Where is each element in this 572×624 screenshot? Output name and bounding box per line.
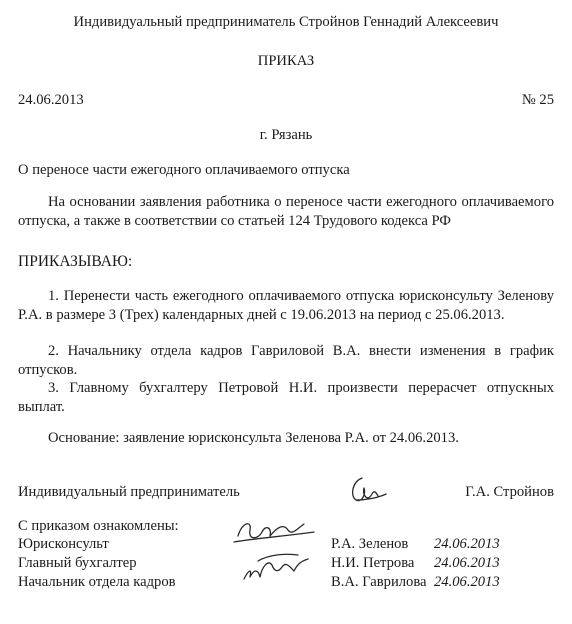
order-word: ПРИКАЗЫВАЮ:	[18, 253, 133, 270]
accountant-signature	[238, 549, 316, 589]
acquainted-role: Главный бухгалтер	[18, 555, 137, 571]
acquainted-role: Начальник отдела кадров	[18, 574, 176, 590]
acquainted-label: С приказом ознакомлены:	[18, 518, 179, 534]
acquainted-name: В.А. Гаврилова	[331, 574, 427, 590]
order-item-1: 1. Перенести часть ежегодного оплачиваемого отпуска юрисконсульту Зеленову Р.А. в размере 3 (Трех) календарных дней с 19.06.2013 на период с 25.06.2013.	[18, 288, 554, 323]
basis-paragraph: На основании заявления работника о переносе части ежегодного оплачиваемого отпуска, а также в соответствии со статьей 124 Трудового кодекса РФ	[18, 194, 554, 229]
order-item-2: 2. Начальнику отдела кадров Гавриловой В.А. внести изменения в график отпусков.	[18, 343, 554, 378]
signer-name: Г.А. Стройнов	[465, 484, 554, 500]
order-item-3: 3. Главному бухгалтеру Петровой Н.И. произвести перерасчет отпускных выплат.	[18, 380, 554, 415]
director-signature	[342, 470, 390, 510]
document-number: № 25	[521, 92, 554, 108]
acquainted-name: Р.А. Зеленов	[331, 536, 409, 552]
signer-role: Индивидуальный предприниматель	[18, 484, 240, 500]
document-date: 24.06.2013	[18, 92, 84, 108]
foundation-line: Основание: заявление юрисконсульта Зеленова Р.А. от 24.06.2013.	[48, 430, 459, 446]
acquainted-date: 24.06.2013	[434, 536, 500, 552]
document-subject: О переносе части ежегодного оплачиваемого отпуска	[18, 162, 350, 178]
acquainted-date: 24.06.2013	[434, 574, 500, 590]
lawyer-signature	[228, 514, 318, 550]
acquainted-name: Н.И. Петрова	[331, 555, 415, 571]
document-city: г. Рязань	[259, 127, 313, 143]
acquainted-date: 24.06.2013	[434, 555, 500, 571]
acquainted-role: Юрисконсульт	[18, 536, 109, 552]
document-header: Индивидуальный предприниматель Стройнов Геннадий Алексеевич	[73, 14, 499, 30]
document-title: ПРИКАЗ	[257, 53, 315, 69]
